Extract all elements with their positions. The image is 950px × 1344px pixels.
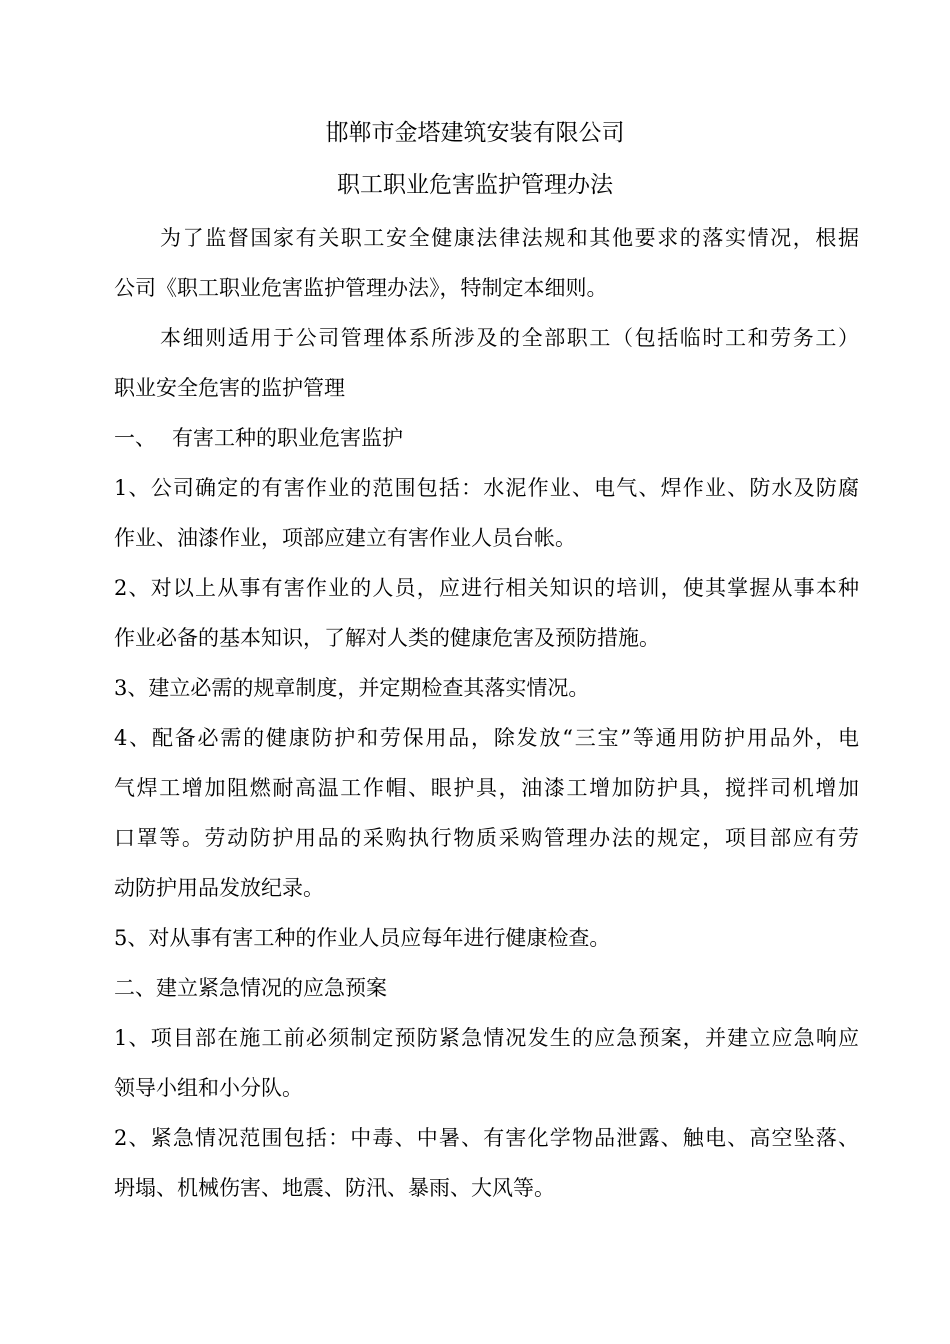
paragraph-line: 本细则适用于公司管理体系所涉及的全部职工（包括临时工和劳务工）	[160, 326, 859, 350]
paragraph-line: 1、项目部在施工前必须制定预防紧急情况发生的应急预案，并建立应急响应	[114, 1026, 859, 1050]
paragraph-line: 公司《职工职业危害监护管理办法》，特制定本细则。	[114, 276, 608, 300]
section-title: 有害工种的职业危害监护	[172, 426, 403, 450]
paragraph-line: 动防护用品发放纪录。	[114, 876, 324, 900]
company-name: 邯郸市金塔建筑安装有限公司	[325, 120, 625, 146]
paragraph-line: 5、对从事有害工种的作业人员应每年进行健康检查。	[114, 926, 611, 950]
paragraph-line: 职业安全危害的监护管理	[114, 376, 345, 400]
section-number: 一、	[114, 426, 156, 450]
paragraph-line: 3、建立必需的规章制度，并定期检查其落实情况。	[114, 676, 590, 700]
paragraph-line: 2、紧急情况范围包括：中毒、中暑、有害化学物品泄露、触电、高空坠落、	[114, 1126, 859, 1150]
paragraph-line: 作业必备的基本知识，了解对人类的健康危害及预防措施。	[114, 626, 660, 650]
paragraph-line: 坍塌、机械伤害、地震、防汛、暴雨、大风等。	[114, 1176, 555, 1200]
paragraph-line: 1、公司确定的有害作业的范围包括：水泥作业、电气、焊作业、防水及防腐	[114, 476, 859, 500]
paragraph-line: 口罩等。劳动防护用品的采购执行物质采购管理办法的规定，项目部应有劳	[114, 826, 859, 850]
paragraph-line: 4、配备必需的健康防护和劳保用品，除发放“三宝”等通用防护用品外，电	[114, 726, 859, 750]
paragraph-line: 2、对以上从事有害作业的人员，应进行相关知识的培训，使其掌握从事本种	[114, 576, 859, 600]
paragraph-line: 作业、油漆作业，项部应建立有害作业人员台帐。	[114, 526, 576, 550]
paragraph-line: 为了监督国家有关职工安全健康法律法规和其他要求的落实情况，根据	[160, 226, 859, 250]
paragraph-line: 领导小组和小分队。	[114, 1076, 303, 1100]
paragraph-line: 气焊工增加阻燃耐高温工作帽、眼护具，油漆工增加防护具，搅拌司机增加	[114, 776, 859, 800]
document-title: 职工职业危害监护管理办法	[337, 172, 613, 198]
section-heading-2: 二、建立紧急情况的应急预案	[114, 976, 387, 1000]
